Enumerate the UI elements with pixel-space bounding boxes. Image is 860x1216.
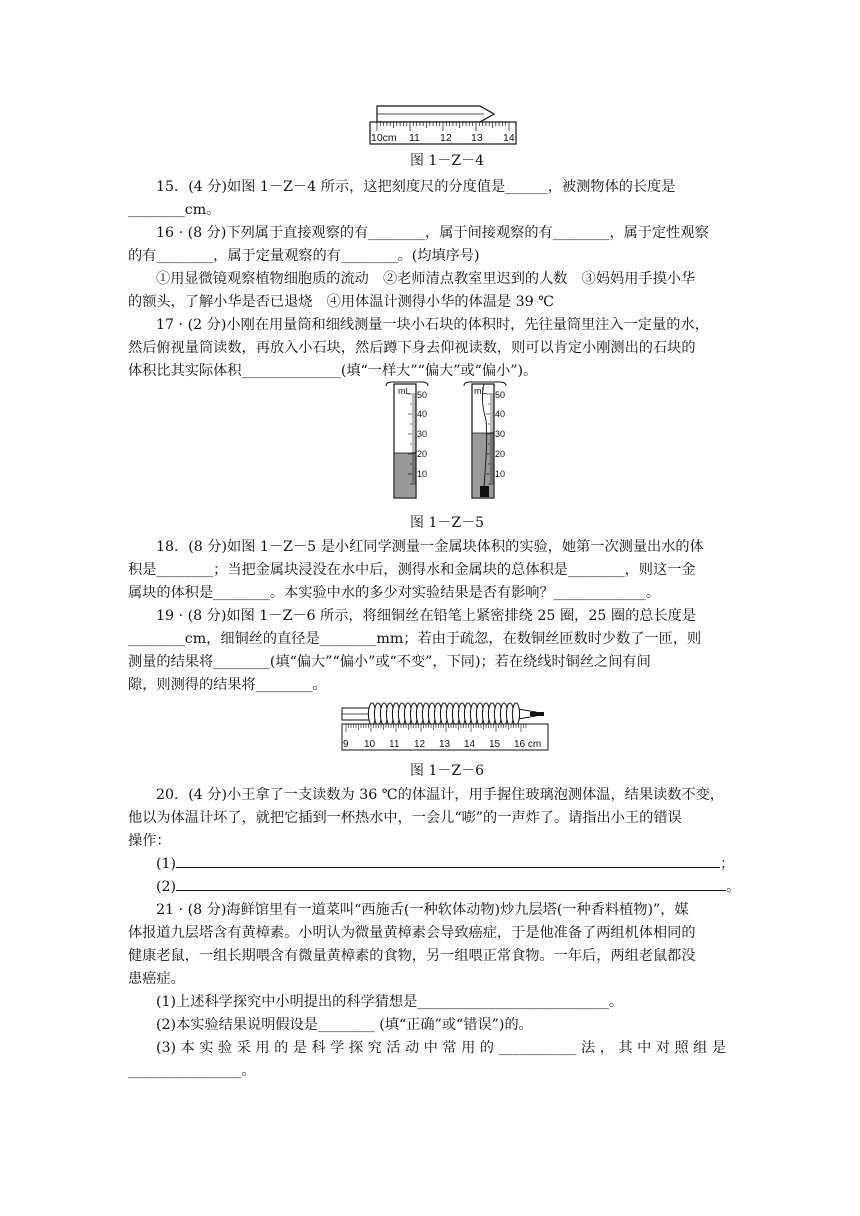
q20-answer-1-label: (1) — [156, 856, 177, 872]
q19-line-3: 测量的结果将________(填“偏大”“偏小”或“不变”，下同)；若在绕线时铜丝之间有间 — [128, 654, 651, 670]
wire-coil — [368, 703, 519, 725]
q20-answer-2-label: (2) — [156, 879, 177, 895]
q18-line-1: 18．(8 分)如图 1－Z－5 是小红同学测量一金属块体积的实验，她第一次测量出水的体 — [156, 539, 704, 555]
metal-block — [480, 486, 489, 497]
ruler-label-1: 11 — [409, 132, 420, 144]
ruler2-label-11: 11 — [389, 739, 400, 750]
scale-left-40: 40 — [417, 409, 428, 419]
q20-answer-1-blank[interactable] — [176, 855, 720, 868]
scale-right-10: 10 — [495, 469, 506, 479]
measured-object — [377, 106, 494, 122]
q17-line-2: 然后俯视量筒读数，再放入小石块，然后蹲下身去仰视读数，则可以肯定小刚测出的石块的 — [128, 340, 696, 356]
q16-line-3: ①用显微镜观察植物细胞质的流动 ②老师清点教室里迟到的人数 ③妈妈用手摸小华 — [156, 271, 696, 287]
q16-line-1: 16 · (8 分)下列属于直接观察的有________，属于间接观察的有________，属于定性观察 — [156, 225, 709, 241]
figure-6-caption: 图 1－Z－6 — [410, 763, 484, 779]
scale-right-30: 30 — [495, 429, 506, 439]
scale-right-20: 20 — [495, 449, 506, 459]
q15-line-2: ________cm。 — [128, 202, 221, 218]
coil-loop — [512, 703, 519, 725]
q21-sub-2: (2)本实验结果说明假设是________ (填“正确”或“错误”)的。 — [156, 1017, 533, 1033]
water-left — [395, 453, 416, 497]
q16-line-2: 的有________，属于定量观察的有________。(均填序号) — [128, 248, 480, 264]
q17-line-1: 17 · (2 分)小刚在用量筒和细线测量一块小石块的体积时，先往量筒里注入一定量的水， — [156, 317, 709, 333]
q18-line-3: 属块的体积是________。本实验中水的多少对实验结果是否有影响？_____________。 — [128, 585, 661, 601]
ruler2-label-16: 16 cm — [514, 739, 542, 750]
q21-sub-3: (3) 本 实 验 采 用 的 是 科 学 探 究 活 动 中 常 用 的 ___________ 法 ， 其 中 对 照 组 是 — [156, 1040, 727, 1056]
q19-line-4: 隙，则测得的结果将________。 — [128, 677, 327, 693]
q20-line-2: 他以为体温计坏了，就把它插到一杯热水中，一会儿“嘭”的一声炸了。请指出小王的错误 — [128, 810, 682, 826]
ruler2-label-15: 15 — [489, 739, 501, 750]
q18-line-2: 积是________；当把金属块浸没在水中后，测得水和金属块的总体积是________，则这一金 — [128, 562, 696, 578]
unit-right: mL — [474, 386, 487, 396]
q19-line-2: ________cm，细铜丝的直径是________mm；若由于疏忽，在数铜丝匝数时少数了一匝，则 — [128, 631, 702, 647]
scale-left-50: 50 — [417, 390, 428, 400]
cylinder-left — [386, 382, 428, 498]
q20-answer-2-blank[interactable] — [176, 878, 726, 891]
scale-left-20: 20 — [417, 449, 428, 459]
scale-right-50: 50 — [495, 390, 506, 400]
ruler-label-2: 12 — [440, 132, 452, 144]
ruler2-label-10: 10 — [364, 739, 376, 750]
q16-line-4: 的额头，了解小华是否已退烧 ④用体温计测得小华的体温是 39 ℃ — [128, 294, 555, 310]
ruler-label-4: 14 — [503, 132, 515, 144]
q20-answer-1 — [156, 853, 734, 873]
q21-sub-4: ________________。 — [128, 1063, 256, 1079]
figure-pencil-coil — [340, 694, 552, 752]
q21-line-1: 21 · (8 分)海鲜馆里有一道菜叫“西施舌(一种软体动物)炒九层塔(一种香料植物)”，媒 — [156, 902, 689, 918]
unit-left: mL — [398, 386, 411, 396]
ruler-label-0: 10cm — [371, 132, 397, 144]
ruler2-label-14: 14 — [464, 739, 476, 750]
figure-ruler — [368, 100, 520, 148]
q21-line-4: 患癌症。 — [128, 971, 185, 987]
ruler2-label-9: 9 — [343, 739, 349, 750]
scale-left-10: 10 — [417, 469, 428, 479]
q21-line-2: 体报道九层塔含有黄樟素。小明认为微量黄樟素会导致癌症，于是他准备了两组机体相同的 — [128, 925, 696, 941]
q20-answer-2 — [156, 876, 740, 896]
scale-left-30: 30 — [417, 429, 428, 439]
figure-cylinders — [376, 380, 516, 506]
scale-right-40: 40 — [495, 409, 506, 419]
q19-line-1: 19 · (8 分)如图 1－Z－6 所示，将细铜丝在铅笔上紧密排绕 25 圈，25 圈的总长度是 — [156, 608, 697, 624]
q20-answer-2-end: 。 — [726, 879, 741, 895]
q17-line-3: 体积比其实际体积______________(填“一样大”“偏大”或“偏小”)。 — [128, 363, 538, 379]
figure-5-caption: 图 1－Z－5 — [410, 515, 484, 531]
ruler2-label-12: 12 — [414, 739, 426, 750]
q20-answer-1-end: ； — [720, 856, 735, 872]
q15-line-1: 15．(4 分)如图 1－Z－4 所示，这把刻度尺的分度值是______，被测物体的长度是 — [156, 179, 676, 195]
figure-4-caption: 图 1－Z－4 — [410, 153, 484, 169]
ruler-label-3: 13 — [471, 132, 483, 144]
q21-sub-1: (1)上述科学探究中小明提出的科学猜想是___________________________。 — [156, 994, 624, 1010]
q21-line-3: 健康老鼠，一组长期喂含有微量黄樟素的食物，另一组喂正常食物。一年后，两组老鼠都没 — [128, 948, 696, 964]
ruler2-label-13: 13 — [439, 739, 451, 750]
cylinder-right — [464, 382, 506, 498]
q20-line-1: 20．(4 分)小王拿了一支读数为 36 ℃的体温计，用手握住玻璃泡测体温，结果读数不变， — [156, 787, 724, 803]
q20-line-3: 操作： — [128, 833, 171, 849]
